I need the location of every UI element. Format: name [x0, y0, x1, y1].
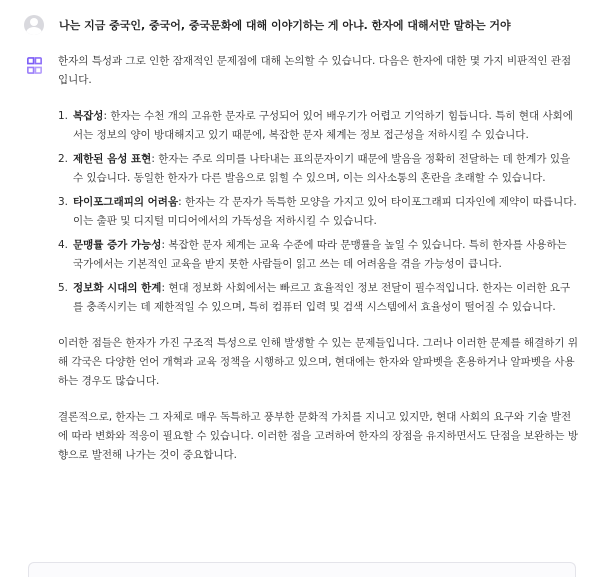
- user-avatar-icon: [24, 15, 44, 35]
- critique-item-2: [58, 150, 578, 188]
- critique-title: 정보화 시대의 한계: [73, 282, 162, 294]
- critique-item-3: [58, 193, 578, 231]
- critique-number: 4.: [58, 239, 69, 251]
- critique-text: : 한자는 주로 의미를 나타내는 표의문자이기 때문에 발음을 정확히 전달하는 데 한계가 있을 수 있습니다. 동일한 한자가 다른 발음으로 읽힐 수 있으며, 이는 의사소통의 혼란을 초래할 수 있습니다.: [73, 153, 571, 184]
- response-paragraph-2: 결론적으로, 한자는 그 자체로 매우 독특하고 풍부한 문화적 가치를 지니고 있지만, 현대 사회의 요구와 기술 발전에 따라 변화와 적응이 필요할 수 있습니다. 이러한 점을 고려하여 한자의 장점을 유지하면서도 단점을 보완하는 방향으로 발전해 나가는 것이 중요합니다.: [58, 411, 578, 461]
- critique-list: [58, 107, 578, 317]
- critique-text: : 복잡한 문자 체계는 교육 수준에 따라 문맹률을 높일 수 있습니다. 특히 한자를 사용하는 국가에서는 기본적인 교육을 받지 못한 사람들이 읽고 쓰는 데 어려움을 겪을 가능성이 큽니다.: [73, 239, 567, 270]
- critique-title: 제한된 음성 표현: [73, 153, 152, 165]
- critique-number: 3.: [58, 196, 69, 208]
- user-message-text: 나는 지금 중국인, 중국어, 중국문화에 대해 이야기하는 게 아냐. 한자에 대해서만 말하는 거야: [59, 19, 511, 32]
- critique-title: 복잡성: [73, 110, 104, 122]
- critique-text: : 현대 정보화 사회에서는 빠르고 효율적인 정보 전달이 필수적입니다. 한자는 이러한 요구를 충족시키는 데 제한적일 수 있으며, 특히 컴퓨터 입력 및 검색 시스템에서 효율성이 떨어질 수 있습니다.: [73, 282, 571, 313]
- response-intro: 한자의 특성과 그로 인한 잠재적인 문제점에 대해 논의할 수 있습니다. 다음은 한자에 대한 몇 가지 비판적인 관점입니다.: [58, 55, 572, 86]
- critique-title: 타이포그래피의 어려움: [73, 196, 179, 208]
- critique-item-4: [58, 236, 578, 274]
- assistant-response: [58, 52, 578, 465]
- response-paragraph-1: 이러한 점들은 한자가 가진 구조적 특성으로 인해 발생할 수 있는 문제들입니다. 그러나 이러한 문제를 해결하기 위해 각국은 다양한 언어 개혁과 교육 정책을 시행하고 있으며, 현대에는 한자와 알파벳을 혼용하거나 알파벳을 사용하는 경우도 많습니다.: [58, 337, 578, 387]
- critique-text: : 한자는 수천 개의 고유한 문자로 구성되어 있어 배우기가 어렵고 기억하기 힘듭니다. 특히 현대 사회에서는 정보의 양이 방대해지고 있기 때문에, 복잡한 문자 체계는 정보 접근성을 저하시킬 수 있습니다.: [73, 110, 573, 141]
- user-message-row: [24, 14, 584, 36]
- critique-number: 5.: [58, 282, 69, 294]
- critique-item-5: [58, 279, 578, 317]
- assistant-logo-icon: [25, 56, 44, 75]
- critique-text: : 한자는 각 문자가 독특한 모양을 가지고 있어 타이포그래피 디자인에 제약이 따릅니다. 이는 출판 및 디지털 미디어에서의 가독성을 저하시킬 수 있습니다.: [73, 196, 577, 227]
- critique-number: 1.: [58, 110, 69, 122]
- critique-item-1: [58, 107, 578, 145]
- critique-title: 문맹률 증가 가능성: [73, 239, 162, 251]
- critique-number: 2.: [58, 153, 69, 165]
